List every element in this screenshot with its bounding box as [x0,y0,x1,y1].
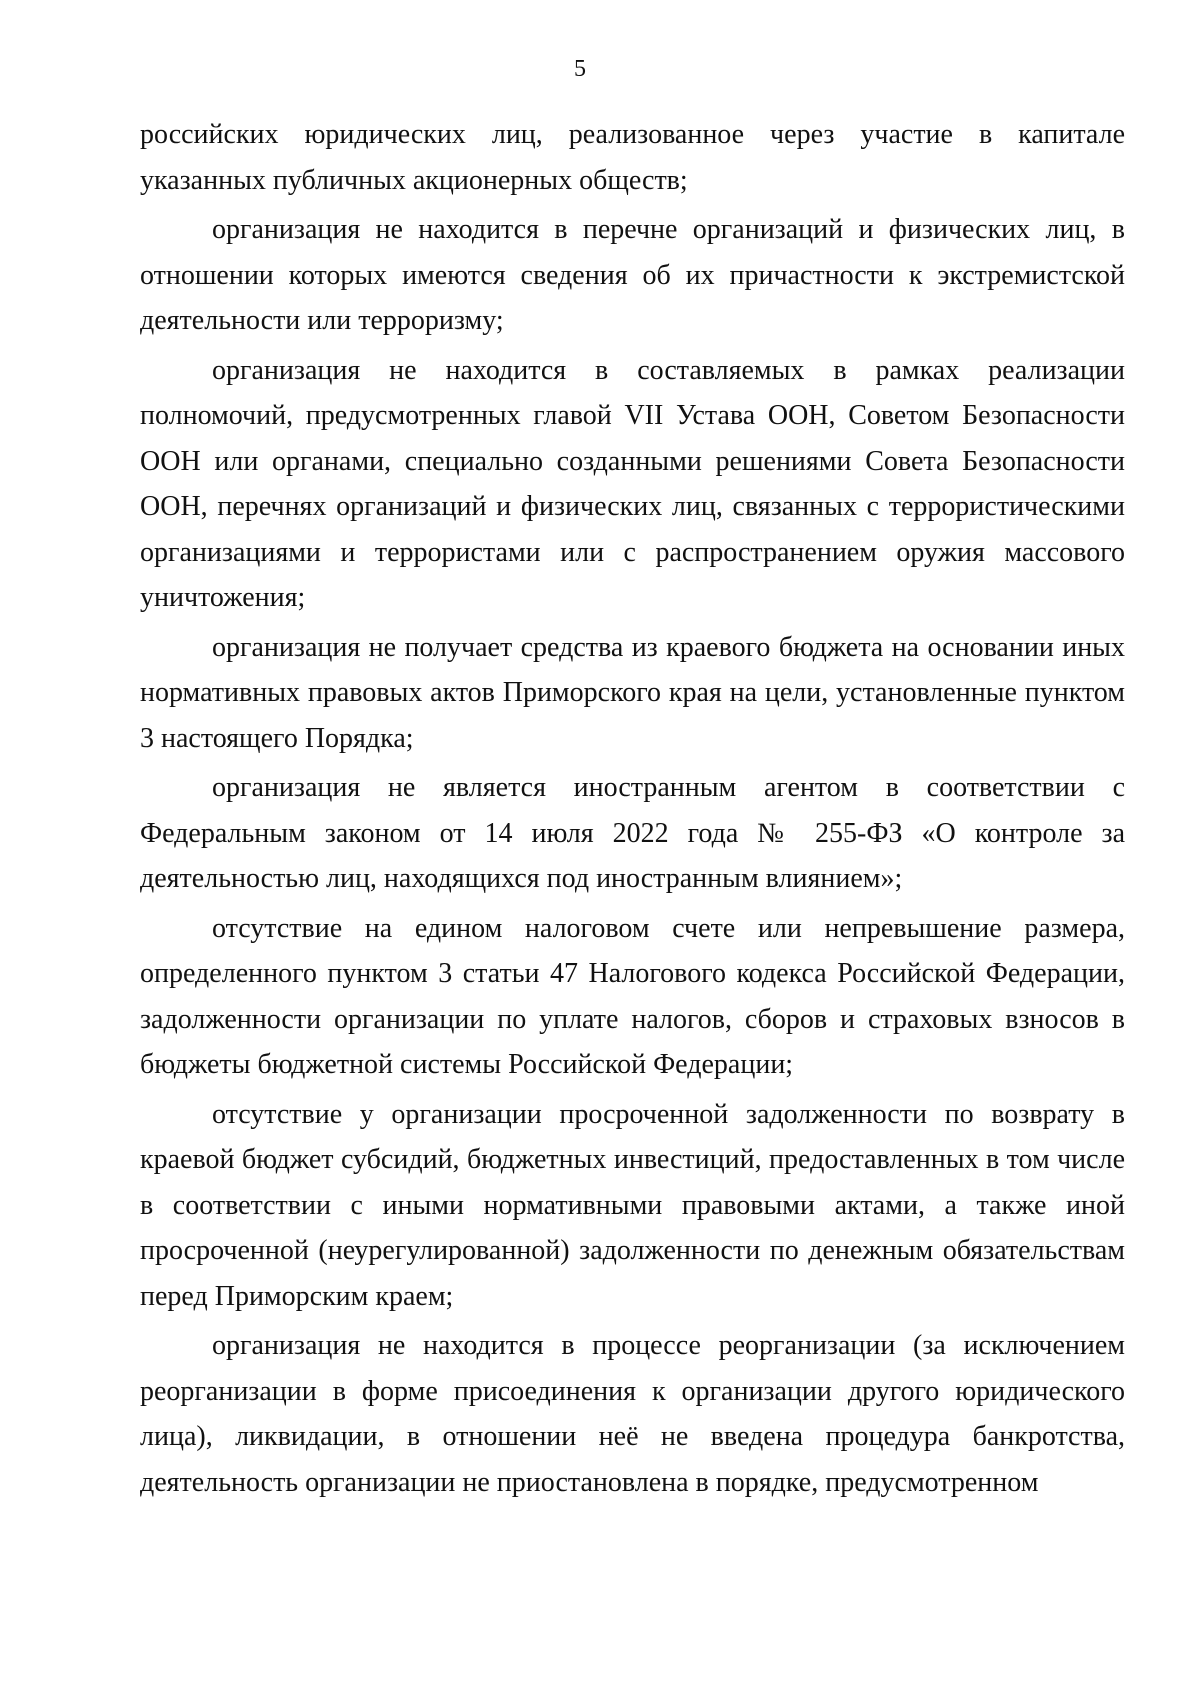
paragraph: организация не находится в составляемых в рамках реализации полномочий, предусмотренных главой VII Устава ООН, Советом Безопасности ООН или органами, специально созданными решениями Совета Безопасности ООН, перечнях организаций и физических лиц, связанных с террористическими организациями и террористами или с распространением оружия массового уничтожения; [140,354,1125,613]
paragraph: организация не является иностранным агентом в соответствии с Федеральным законом от 14 июля 2022 года № 255-ФЗ «О контроле за деятельностью лиц, находящихся под иностранным влиянием»; [140,772,1125,894]
body-text [140,112,1125,1509]
paragraph: отсутствие на едином налоговом счете или непревышение размера, определенного пунктом 3 статьи 47 Налогового кодекса Российской Федерации, задолженности организации по уплате налогов, сборов и страховых взносов в бюджеты бюджетной системы Российской Федерации; [140,912,1125,1080]
paragraph: отсутствие у организации просроченной задолженности по возврату в краевой бюджет субсидий, бюджетных инвестиций, предоставленных в том числе в соответствии с иными нормативными правовыми актами, а также иной просроченной (неурегулированной) задолженности по денежным обязательствам перед Приморским краем; [140,1098,1125,1312]
paragraph: организация не находится в процессе реорганизации (за исключением реорганизации в форме присоединения к организации другого юридического лица), ликвидации, в отношении неё не введена процедура банкротства, деятельность организации не приостановлена в порядке, предусмотренном [140,1330,1125,1498]
paragraph: организация не находится в перечне организаций и физических лиц, в отношении которых имеются сведения об их причастности к экстремистской деятельности или терроризму; [140,214,1125,336]
paragraph: организация не получает средства из краевого бюджета на основании иных нормативных правовых актов Приморского края на цели, установленные пунктом 3 настоящего Порядка; [140,631,1125,754]
paragraph-continuation: российских юридических лиц, реализованное через участие в капитале указанных публичных акционерных обществ; [140,119,1125,196]
page-number: 5 [574,56,586,82]
